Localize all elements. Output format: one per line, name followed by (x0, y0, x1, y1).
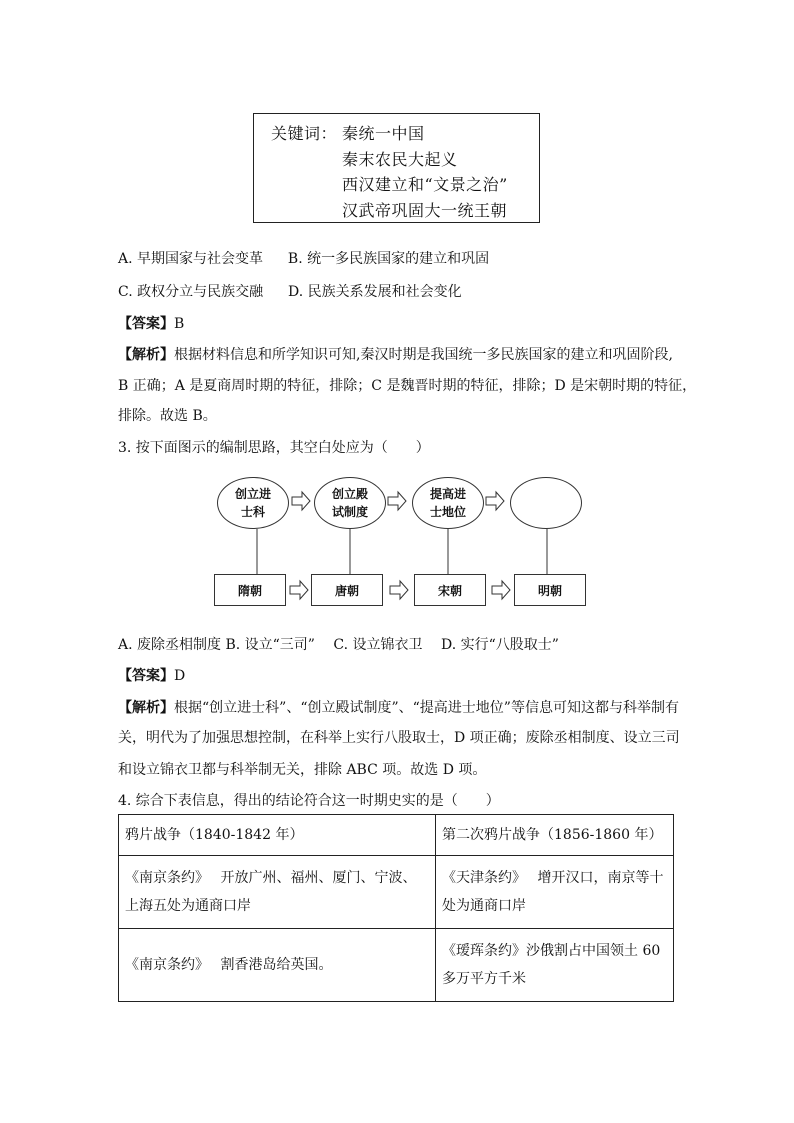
keyword-label: 关键词： (271, 124, 338, 143)
q3-options[interactable]: A. 废除丞相制度 B. 设立“三司” C. 设立锦衣卫 D. 实行“八股取士” (118, 637, 559, 653)
q2-answer (118, 313, 184, 333)
keyword-item: 秦末农民大起义 (342, 150, 458, 169)
answer-value: D (174, 668, 186, 684)
flow-box-sui: 隋朝 (214, 574, 286, 606)
analysis-tag: 【解析】 (118, 700, 174, 716)
table-cell: 《南京条约》 开放广州、福州、厦门、宁波、上海五处为通商口岸 (119, 856, 436, 929)
table-row (119, 929, 674, 1002)
answer-tag: 【答案】 (118, 668, 174, 684)
table-cell: 《天津条约》 增开汉口，南京等十处为通商口岸 (436, 856, 674, 929)
keyword-item: 汉武帝巩固大一统王朝 (342, 201, 508, 220)
q3-analysis-line2: 关，明代为了加强思想控制，在科举上实行八股取士，D 项正确；废除丞相制度、设立三司 (118, 730, 680, 746)
analysis-text: 根据“创立进士科”、“创立殿试制度”、“提高进士地位”等信息可知这都与科举制有 (174, 700, 679, 716)
q2-analysis-line3: 排除。故选 B。 (118, 408, 217, 424)
flow-oval-3: 提高进 士地位 (412, 477, 484, 529)
keyword-item: 秦统一中国 (342, 124, 425, 143)
q4-question: 4. 综合下表信息，得出的结论符合这一时期史实的是（ ） (118, 793, 500, 809)
flow-oval-blank (510, 477, 582, 529)
flow-box-song: 宋朝 (414, 574, 486, 606)
answer-value: B (174, 316, 185, 332)
table-header-row (119, 815, 674, 856)
answer-tag: 【答案】 (118, 316, 174, 332)
q3-answer (118, 665, 185, 685)
q2-option-c[interactable]: C. 政权分立与民族交融 (118, 284, 264, 300)
treaty-table (118, 814, 674, 1002)
q3-analysis-line3: 和设立锦衣卫都与科举制无关，排除 ABC 项。故选 D 项。 (118, 762, 487, 778)
table-header: 第二次鸦片战争（1856-1860 年） (436, 815, 674, 856)
q2-option-b[interactable]: B. 统一多民族国家的建立和巩固 (287, 251, 490, 267)
analysis-tag: 【解析】 (118, 347, 174, 363)
q3-question: 3. 按下面图示的编制思路，其空白处应为（ ） (118, 440, 430, 456)
table-row (119, 856, 674, 929)
q2-analysis-line1 (118, 344, 673, 364)
analysis-text: 根据材料信息和所学知识可知,秦汉时期是我国统一多民族国家的建立和巩固阶段, (174, 347, 673, 363)
keyword-box (253, 113, 540, 223)
table-header: 鸦片战争（1840-1842 年） (119, 815, 436, 856)
keyword-item: 西汉建立和“文景之治” (342, 175, 508, 194)
table-cell: 《南京条约》 割香港岛给英国。 (119, 929, 436, 1002)
flow-box-ming: 明朝 (514, 574, 586, 606)
q2-options-row1 (118, 248, 489, 268)
q2-analysis-line2: B 正确；A 是夏商周时期的特征，排除；C 是魏晋时期的特征，排除；D 是宋朝时期的特征， (118, 378, 697, 394)
flow-box-tang: 唐朝 (311, 574, 383, 606)
table-cell: 《瑷珲条约》沙俄割占中国领土 60 多万平方千米 (436, 929, 674, 1002)
q3-analysis-line1 (118, 697, 679, 717)
flowchart (210, 477, 600, 612)
q2-option-a[interactable]: A. 早期国家与社会变革 (118, 251, 264, 267)
q2-option-d[interactable]: D. 民族关系发展和社会变化 (288, 284, 462, 300)
flow-oval-1: 创立进 士科 (217, 477, 289, 529)
q2-options-row2 (118, 281, 462, 301)
flow-oval-2: 创立殿 试制度 (314, 477, 386, 529)
